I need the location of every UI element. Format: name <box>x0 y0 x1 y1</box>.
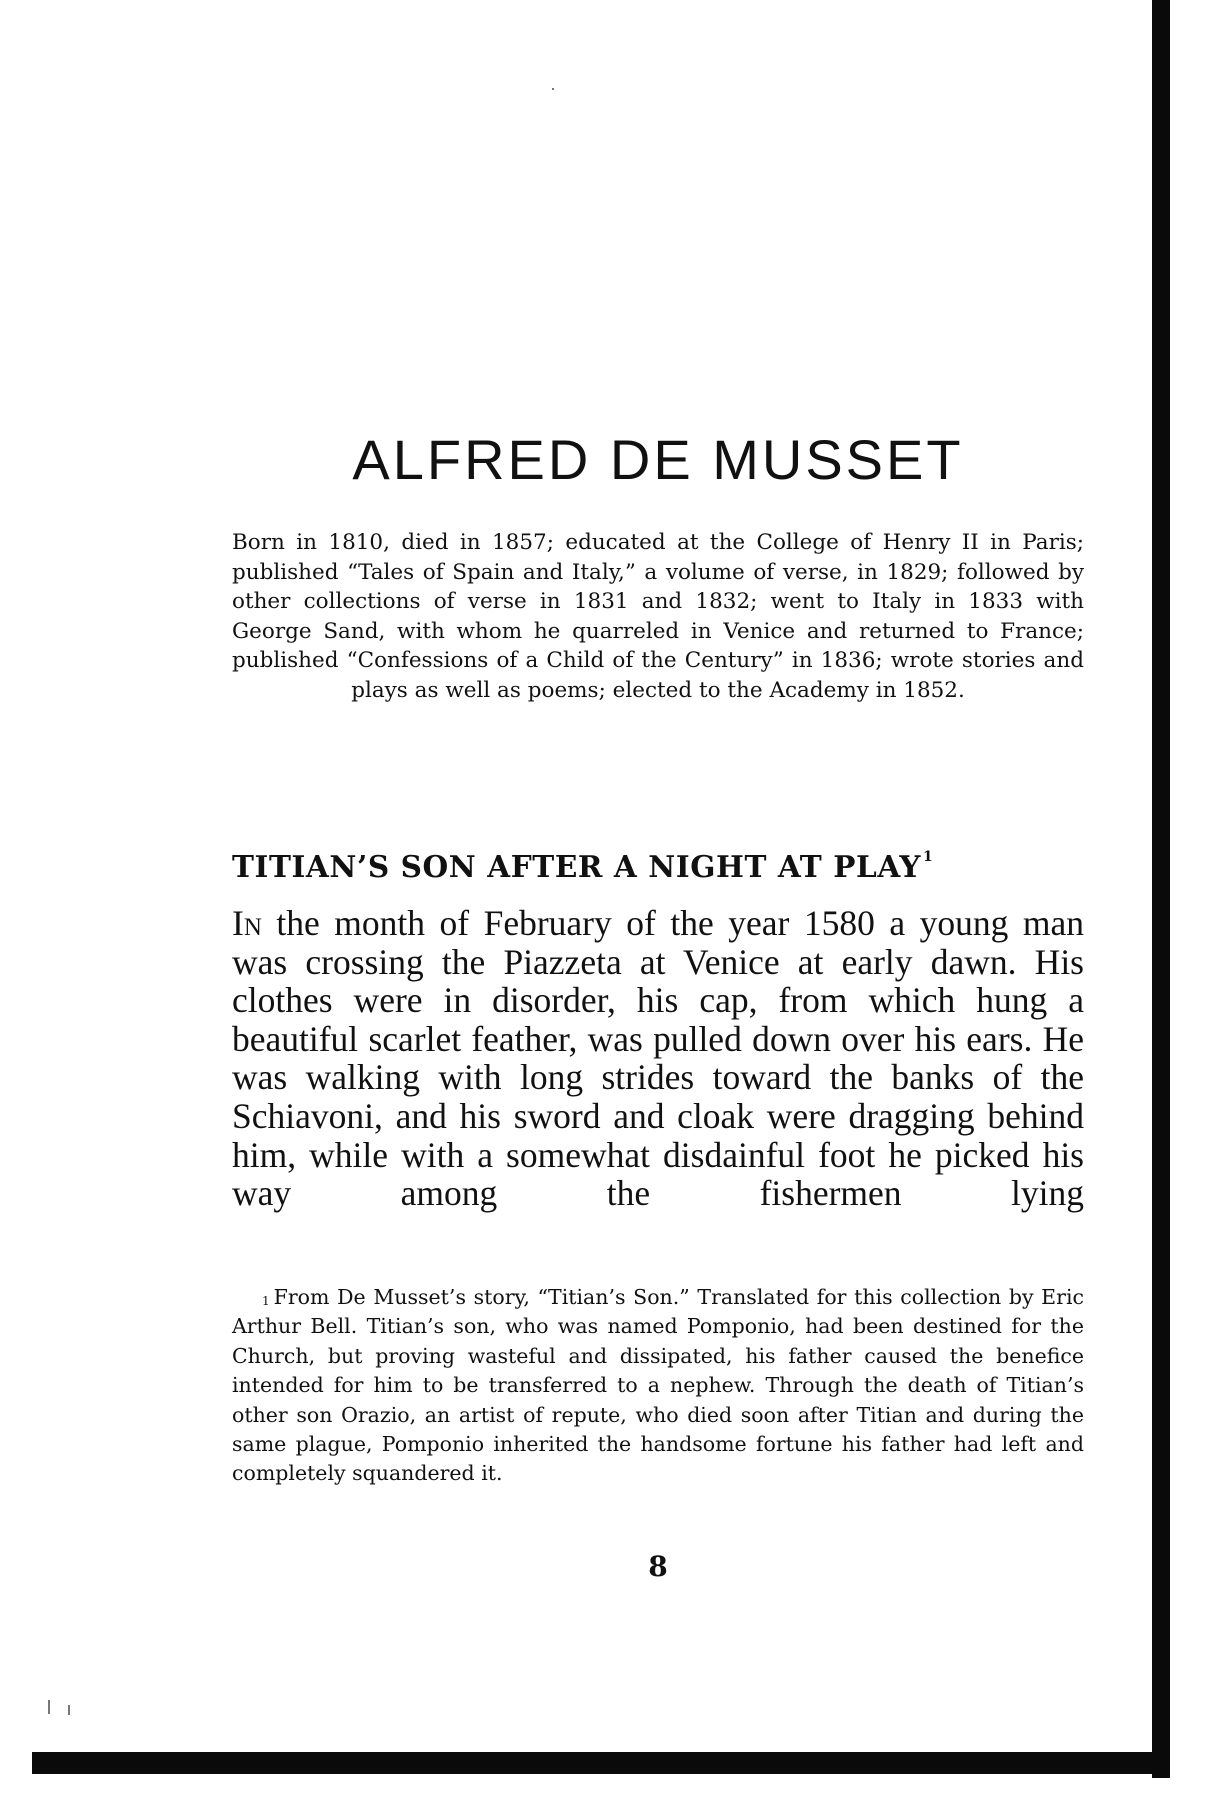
page-number: 8 <box>648 1550 668 1583</box>
footnote <box>232 1283 1084 1489</box>
scan-speck <box>68 1705 70 1715</box>
footnote-text: From De Musset’s story, “Titian’s Son.” Translated for this collection by Eric Arthur Bell. Titian’s son, who was named Pomponio, had been destined for the Church, but proving wasteful and dissipated, his father caused the benefice intended for him to be transferred to a nephew. Through the death of Titian’s other son Orazio, an artist of repute, who died soon after Titian and during the same plague, Pomponio inherited the handsome fortune his father had left and completely squandered it. <box>232 1285 1084 1486</box>
footnote-reference: 1 <box>923 849 934 865</box>
author-biography: Born in 1810, died in 1857; educated at the College of Henry II in Paris; published “Tales of Spain and Italy,” a volume of verse, in 1829; followed by other collections of verse in 1831 and 1832; went to Italy in 1833 with George Sand, with whom he quarreled in Venice and returned to France; published “Confessions of a Child of the Century” in 1836; wrote stories and plays as well as poems; elected to the Academy in 1852. <box>232 530 1084 703</box>
book-page <box>232 0 1084 1700</box>
scan-speck <box>48 1700 50 1714</box>
author-heading: ALFRED DE MUSSET <box>352 428 964 491</box>
story-body <box>232 904 1084 1213</box>
story-title <box>232 849 1084 884</box>
scan-right-edge <box>1152 0 1170 1778</box>
story-opening-word: In <box>232 903 262 943</box>
story-text: the month of February of the year 1580 a young man was crossing the Piazzeta at Venice at early dawn. His clothes were in disorder, his cap, from which hung a beautiful scarlet feather, was pulled down over his ears. He was walking with long strides toward the banks of the Schiavoni, and his sword and cloak were dragging behind him, while with a somewhat disdainful foot he picked his way among the fishermen lying <box>232 903 1084 1214</box>
footnote-marker: 1 <box>262 1294 270 1308</box>
story-title-text: TITIAN’S SON AFTER A NIGHT AT PLAY <box>232 849 922 884</box>
scan-bottom-edge <box>32 1752 1170 1774</box>
